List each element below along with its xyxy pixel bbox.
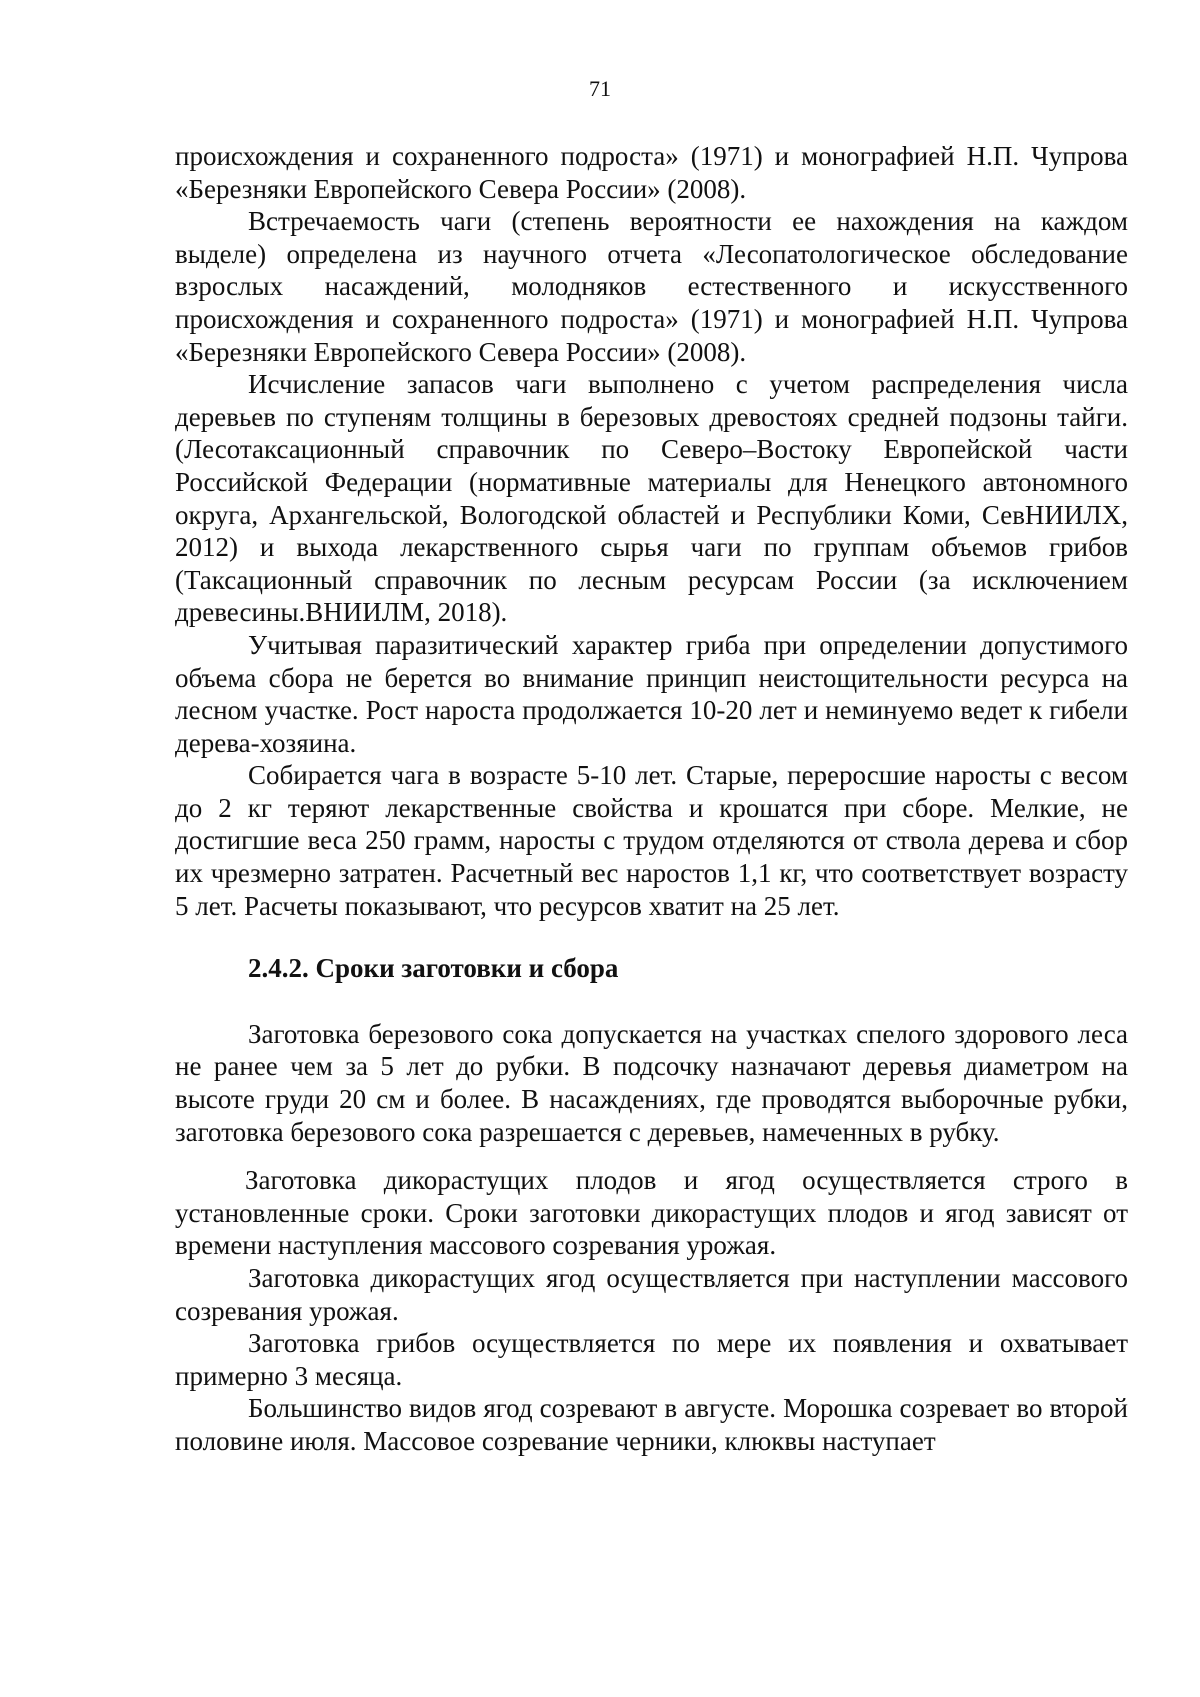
paragraph-continuation: происхождения и сохраненного подроста» (1971) и монографией Н.П. Чупрова «Березняки Европейского Севера России» (2008).	[175, 141, 1128, 204]
page-number: 71	[589, 76, 611, 101]
paragraph-chaga-occurrence: Встречаемость чаги (степень вероятности ее нахождения на каждом выделе) определена из научного отчета «Лесопатологическое обследование взрослых насаждений, молодняков естественного и искусственного происхождения и сохраненного подроста» (1971) и монографией Н.П. Чупрова «Березняки Европейского Севера России» (2008).	[175, 206, 1128, 367]
paragraph-wild-fruits: Заготовка дикорастущих плодов и ягод осуществляется строго в установленные сроки. Сроки заготовки дикорастущих плодов и ягод зависят от времени наступления массового созревания урожая.	[175, 1165, 1128, 1261]
paragraph-wild-berries: Заготовка дикорастущих ягод осуществляется при наступлении массового созревания урожая.	[175, 1263, 1128, 1326]
paragraph-mushrooms: Заготовка грибов осуществляется по мере их появления и охватывает примерно 3 месяца.	[175, 1328, 1128, 1391]
section-heading: 2.4.2. Сроки заготовки и сбора	[248, 953, 619, 984]
paragraph-parasitic-nature: Учитывая паразитический характер гриба при определении допустимого объема сбора не берется во внимание принцип неистощительности ресурса на лесном участке. Рост нароста продолжается 10-20 лет и неминуемо ведет к гибели дерева-хозяина.	[175, 629, 1128, 758]
paragraph-birch-sap: Заготовка березового сока допускается на участках спелого здорового леса не ранее чем за 5 лет до рубки. В подсочку назначают деревья диаметром на высоте груди 20 см и более. В насаждениях, где проводятся выборочные рубки, заготовка березового сока разрешается с деревьев, намеченных в рубку.	[175, 1018, 1128, 1147]
paragraph-chaga-collection: Собирается чага в возрасте 5-10 лет. Старые, переросшие наросты с весом до 2 кг теряют лекарственные свойства и крошатся при сборе. Мелкие, не достигшие веса 250 грамм, наросты с трудом отделяются от ствола дерева и сбор их чрезмерно затратен. Расчетный вес наростов 1,1 кг, что соответствует возрасту 5 лет. Расчеты показывают, что ресурсов хватит на 25 лет.	[175, 760, 1128, 921]
paragraph-berry-ripening: Большинство видов ягод созревают в августе. Морошка созревает во второй половине июля. Массовое созревание черники, клюквы наступает	[175, 1393, 1128, 1456]
document-body	[175, 140, 1128, 1458]
paragraph-chaga-reserves: Исчисление запасов чаги выполнено с учетом распределения числа деревьев по ступеням толщины в березовых древостоях средней подзоны тайги. (Лесотаксационный справочник по Северо–Востоку Европейской части Российской Федерации (нормативные материалы для Ненецкого автономного округа, Архангельской, Вологодской областей и Республики Коми, СевНИИЛХ, 2012) и выхода лекарственного сырья чаги по группам объемов грибов (Таксационный справочник по лесным ресурсам России (за исключением древесины.ВНИИЛМ, 2018).	[175, 369, 1128, 628]
